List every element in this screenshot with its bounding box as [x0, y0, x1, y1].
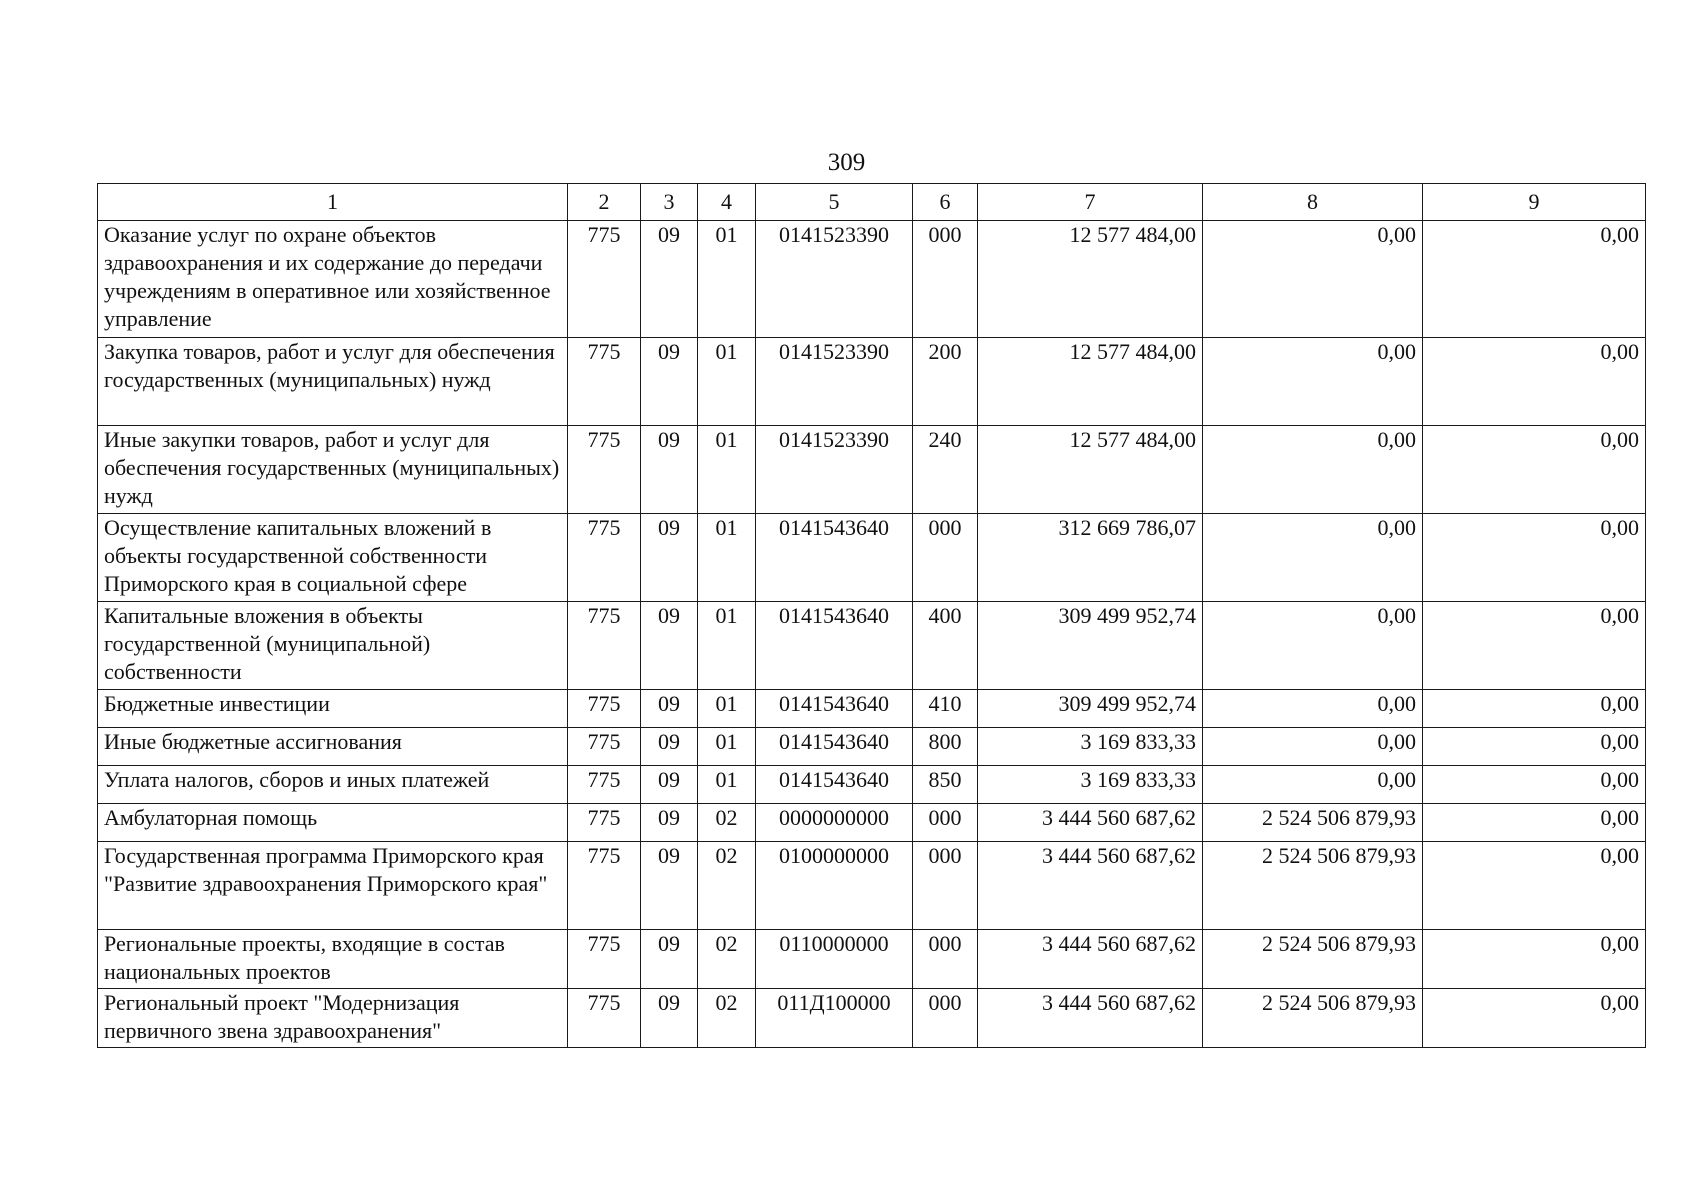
expense-type-cell: 000	[913, 514, 978, 602]
row-name-cell: Капитальные вложения в объекты государственной (муниципальной) собственности	[98, 602, 568, 690]
amount-col9-cell: 0,00	[1423, 338, 1646, 426]
section-code-cell: 09	[641, 338, 698, 426]
target-article-cell: 0141543640	[756, 514, 913, 602]
subsection-code-cell: 02	[698, 989, 756, 1048]
section-code-cell: 09	[641, 690, 698, 728]
row-name-cell: Осуществление капитальных вложений в объекты государственной собственности Приморского края в социальной сфере	[98, 514, 568, 602]
table-row	[98, 690, 1646, 728]
column-header: 5	[756, 184, 913, 221]
amount-col9-cell: 0,00	[1423, 989, 1646, 1048]
target-article-cell: 0141543640	[756, 602, 913, 690]
section-code-cell: 09	[641, 221, 698, 338]
amount-col9-cell: 0,00	[1423, 728, 1646, 766]
amount-col7-cell: 3 444 560 687,62	[978, 989, 1203, 1048]
row-name-cell: Бюджетные инвестиции	[98, 690, 568, 728]
budget-table	[97, 183, 1646, 1048]
expense-type-cell: 000	[913, 804, 978, 842]
expense-type-cell: 000	[913, 930, 978, 989]
table-row	[98, 930, 1646, 989]
amount-col7-cell: 3 444 560 687,62	[978, 842, 1203, 930]
amount-col8-cell: 0,00	[1203, 426, 1423, 514]
expense-type-cell: 410	[913, 690, 978, 728]
subsection-code-cell: 01	[698, 514, 756, 602]
section-code-cell: 09	[641, 728, 698, 766]
amount-col8-cell: 0,00	[1203, 514, 1423, 602]
target-article-cell: 0100000000	[756, 842, 913, 930]
table-row	[98, 426, 1646, 514]
amount-col8-cell: 0,00	[1203, 766, 1423, 804]
ministry-code-cell: 775	[568, 690, 641, 728]
subsection-code-cell: 01	[698, 426, 756, 514]
ministry-code-cell: 775	[568, 728, 641, 766]
amount-col9-cell: 0,00	[1423, 930, 1646, 989]
column-header: 6	[913, 184, 978, 221]
row-name-cell: Региональный проект "Модернизация первичного звена здравоохранения"	[98, 989, 568, 1048]
subsection-code-cell: 01	[698, 602, 756, 690]
table-row	[98, 842, 1646, 930]
ministry-code-cell: 775	[568, 930, 641, 989]
subsection-code-cell: 01	[698, 728, 756, 766]
amount-col7-cell: 3 444 560 687,62	[978, 804, 1203, 842]
amount-col8-cell: 2 524 506 879,93	[1203, 804, 1423, 842]
amount-col8-cell: 0,00	[1203, 602, 1423, 690]
expense-type-cell: 240	[913, 426, 978, 514]
amount-col9-cell: 0,00	[1423, 426, 1646, 514]
row-name-cell: Уплата налогов, сборов и иных платежей	[98, 766, 568, 804]
section-code-cell: 09	[641, 989, 698, 1048]
table-row	[98, 766, 1646, 804]
target-article-cell: 0141523390	[756, 221, 913, 338]
subsection-code-cell: 02	[698, 804, 756, 842]
subsection-code-cell: 02	[698, 842, 756, 930]
amount-col7-cell: 3 169 833,33	[978, 766, 1203, 804]
target-article-cell: 0141523390	[756, 426, 913, 514]
amount-col7-cell: 12 577 484,00	[978, 338, 1203, 426]
amount-col9-cell: 0,00	[1423, 514, 1646, 602]
row-name-cell: Закупка товаров, работ и услуг для обеспечения государственных (муниципальных) нужд	[98, 338, 568, 426]
section-code-cell: 09	[641, 930, 698, 989]
subsection-code-cell: 01	[698, 221, 756, 338]
column-header: 9	[1423, 184, 1646, 221]
section-code-cell: 09	[641, 514, 698, 602]
column-header: 8	[1203, 184, 1423, 221]
section-code-cell: 09	[641, 426, 698, 514]
amount-col7-cell: 312 669 786,07	[978, 514, 1203, 602]
expense-type-cell: 200	[913, 338, 978, 426]
amount-col9-cell: 0,00	[1423, 766, 1646, 804]
target-article-cell: 0141543640	[756, 690, 913, 728]
amount-col8-cell: 2 524 506 879,93	[1203, 989, 1423, 1048]
target-article-cell: 0141543640	[756, 766, 913, 804]
row-name-cell: Региональные проекты, входящие в состав национальных проектов	[98, 930, 568, 989]
amount-col9-cell: 0,00	[1423, 602, 1646, 690]
column-header: 7	[978, 184, 1203, 221]
amount-col8-cell: 2 524 506 879,93	[1203, 842, 1423, 930]
expense-type-cell: 000	[913, 221, 978, 338]
amount-col7-cell: 3 444 560 687,62	[978, 930, 1203, 989]
ministry-code-cell: 775	[568, 842, 641, 930]
table-row	[98, 338, 1646, 426]
page-number: 309	[827, 149, 866, 176]
expense-type-cell: 000	[913, 842, 978, 930]
amount-col7-cell: 3 169 833,33	[978, 728, 1203, 766]
section-code-cell: 09	[641, 842, 698, 930]
amount-col8-cell: 0,00	[1203, 690, 1423, 728]
column-header: 3	[641, 184, 698, 221]
ministry-code-cell: 775	[568, 989, 641, 1048]
table-row	[98, 514, 1646, 602]
row-name-cell: Амбулаторная помощь	[98, 804, 568, 842]
amount-col8-cell: 2 524 506 879,93	[1203, 930, 1423, 989]
table-row	[98, 989, 1646, 1048]
section-code-cell: 09	[641, 804, 698, 842]
column-header: 4	[698, 184, 756, 221]
ministry-code-cell: 775	[568, 514, 641, 602]
amount-col7-cell: 309 499 952,74	[978, 690, 1203, 728]
target-article-cell: 0141543640	[756, 728, 913, 766]
subsection-code-cell: 01	[698, 338, 756, 426]
target-article-cell: 011Д100000	[756, 989, 913, 1048]
ministry-code-cell: 775	[568, 338, 641, 426]
row-name-cell: Оказание услуг по охране объектов здравоохранения и их содержание до передачи учреждениям в оперативное или хозяйственное управление	[98, 221, 568, 338]
header-row	[98, 184, 1646, 221]
amount-col9-cell: 0,00	[1423, 221, 1646, 338]
row-name-cell: Иные бюджетные ассигнования	[98, 728, 568, 766]
amount-col9-cell: 0,00	[1423, 804, 1646, 842]
amount-col7-cell: 309 499 952,74	[978, 602, 1203, 690]
ministry-code-cell: 775	[568, 602, 641, 690]
amount-col8-cell: 0,00	[1203, 728, 1423, 766]
subsection-code-cell: 01	[698, 690, 756, 728]
ministry-code-cell: 775	[568, 426, 641, 514]
expense-type-cell: 800	[913, 728, 978, 766]
target-article-cell: 0110000000	[756, 930, 913, 989]
table-row	[98, 728, 1646, 766]
table-row	[98, 804, 1646, 842]
section-code-cell: 09	[641, 766, 698, 804]
ministry-code-cell: 775	[568, 221, 641, 338]
amount-col8-cell: 0,00	[1203, 338, 1423, 426]
amount-col7-cell: 12 577 484,00	[978, 221, 1203, 338]
subsection-code-cell: 01	[698, 766, 756, 804]
target-article-cell: 0000000000	[756, 804, 913, 842]
expense-type-cell: 400	[913, 602, 978, 690]
section-code-cell: 09	[641, 602, 698, 690]
amount-col7-cell: 12 577 484,00	[978, 426, 1203, 514]
amount-col8-cell: 0,00	[1203, 221, 1423, 338]
row-name-cell: Иные закупки товаров, работ и услуг для обеспечения государственных (муниципальных) нужд	[98, 426, 568, 514]
column-header: 1	[98, 184, 568, 221]
ministry-code-cell: 775	[568, 804, 641, 842]
ministry-code-cell: 775	[568, 766, 641, 804]
expense-type-cell: 850	[913, 766, 978, 804]
subsection-code-cell: 02	[698, 930, 756, 989]
amount-col9-cell: 0,00	[1423, 842, 1646, 930]
table-row	[98, 602, 1646, 690]
row-name-cell: Государственная программа Приморского края "Развитие здравоохранения Приморского края"	[98, 842, 568, 930]
expense-type-cell: 000	[913, 989, 978, 1048]
column-header: 2	[568, 184, 641, 221]
table-row	[98, 221, 1646, 338]
target-article-cell: 0141523390	[756, 338, 913, 426]
amount-col9-cell: 0,00	[1423, 690, 1646, 728]
